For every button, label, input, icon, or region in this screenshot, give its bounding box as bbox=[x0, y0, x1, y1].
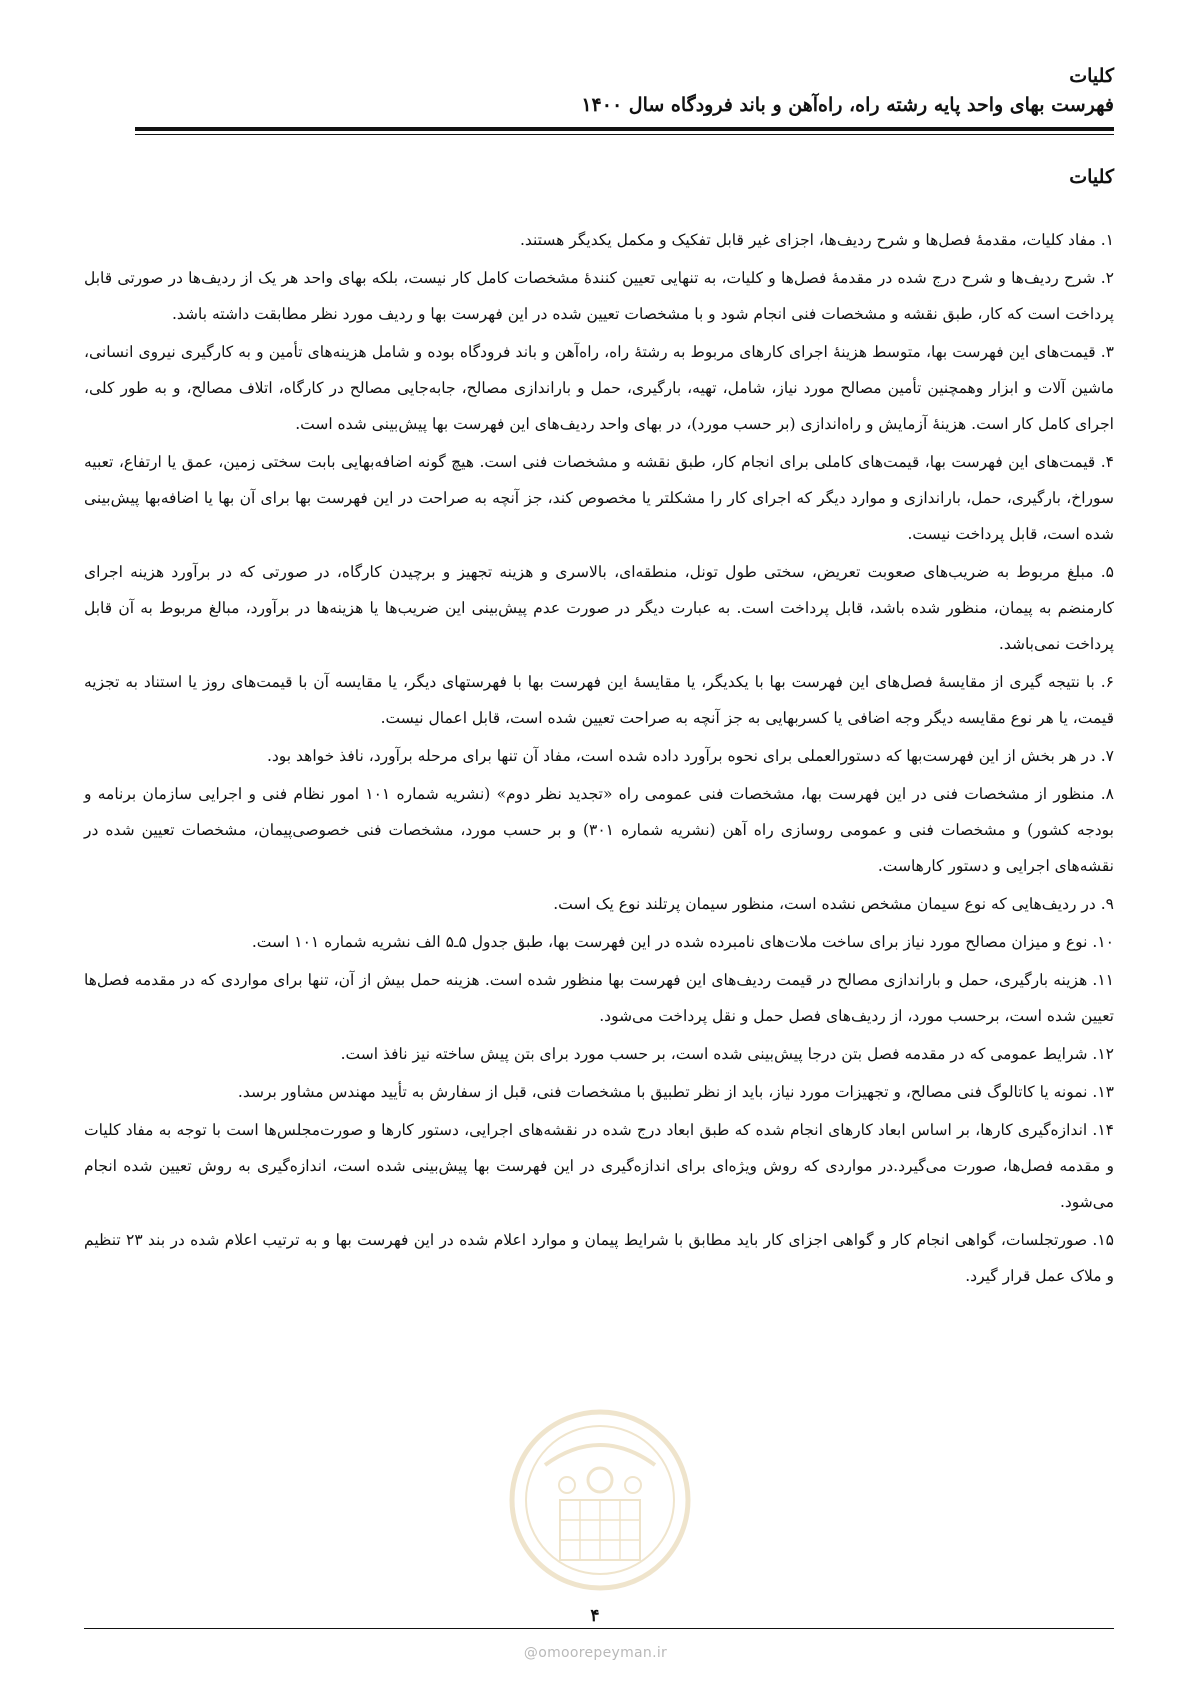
paragraph-8: ۸. منظور از مشخصات فنی در این فهرست بها، مشخصات فنی عمومی راه «تجدید نظر دوم» (نشریه شماره ۱۰۱ امور نظام فنی و اجرایی سازمان برنامه و بودجه کشور) و مشخصات فنی و عمومی روسازی راه آهن (نشریه شماره ۳۰۱) و بر حسب مورد، مشخصات فنی خصوصی‌پیمان، مشخصات تعیین شده در نقشه‌های اجرایی و دستور کارهاست. bbox=[84, 785, 1114, 875]
paragraph-2: ۲. شرح ردیف‌ها و شرح درج شده در مقدمهٔ فصل‌ها و کلیات، به تنهایی تعیین کنندهٔ مشخصات کامل کار نیست، بلکه بهای واحد هر یک از ردیف‌ها در صورتی قابل پرداخت است که کار، طبق نقشه و مشخصات فنی انجام شود و با مشخصات تعیین شده در این فهرست بها و ردیف مورد نظر مطابقت داشته باشد. bbox=[84, 269, 1114, 323]
paragraph-5: ۵. مبلغ مربوط به ضریب‌های صعوبت تعریض، سختی طول تونل، منطقه‌ای، بالاسری و هزینه تجهیز و برچیدن کارگاه، در صورتی که در برآورد هزینه اجرای کارمنضم به پیمان، منظور شده باشد، قابل پرداخت است. به عبارت دیگر در صورت عدم پیش‌بینی این ضریب‌ها یا هزینه‌ها در برآورد، مبالغ مربوط به آن قابل پرداخت نمی‌باشد. bbox=[84, 563, 1114, 653]
header-rule-thin bbox=[135, 134, 1114, 135]
paragraph-12: ۱۲. شرایط عمومی که در مقدمه فصل بتن درجا پیش‌بینی شده است، بر حسب مورد برای بتن پیش ساخته نیز نافذ است. bbox=[340, 1045, 1114, 1063]
paragraph-15: ۱۵. صورتجلسات، گواهی انجام کار و گواهی اجزای کار باید مطابق با شرایط پیمان و موارد اعلام شده در این فهرست بها و به ترتیب اعلام شده در بند ۲۳ تنظیم و ملاک عمل قرار گیرد. bbox=[84, 1231, 1114, 1285]
paragraph-6: ۶. با نتیجه گیری از مقایسهٔ فصل‌های این فهرست بها با یکدیگر، یا مقایسهٔ این فهرست بها با فهرستهای دیگر، یا مقایسه آن با قیمت‌های روز یا استناد به تجزیه قیمت، یا هر نوع مقایسه دیگر وجه اضافی یا کسربهایی به جز آنچه به صراحت تعیین شده است، قابل اعمال نیست. bbox=[84, 673, 1114, 727]
body-content bbox=[84, 222, 1114, 1296]
section-title: کلیات bbox=[1069, 166, 1114, 188]
header-rule-thick bbox=[135, 127, 1114, 131]
header-subtitle: فهرست بهای واحد پایه رشته راه، راه‌آهن و باند فرودگاه سال ۱۴۰۰ bbox=[581, 94, 1114, 116]
page-number: ۴ bbox=[580, 1606, 610, 1626]
paragraph-9: ۹. در ردیف‌هایی که نوع سیمان مشخص نشده است، منظور سیمان پرتلند نوع یک است. bbox=[553, 895, 1114, 913]
paragraph-1: ۱. مفاد کلیات، مقدمهٔ فصل‌ها و شرح ردیف‌ها، اجزای غیر قابل تفکیک و مکمل یکدیگر هستند. bbox=[519, 231, 1114, 249]
paragraph-14: ۱۴. اندازه‌گیری کارها، بر اساس ابعاد کارهای انجام شده که طبق ابعاد درج شده در نقشه‌های اجرایی، دستور کارها و صورت‌مجلس‌ها است با توجه به مفاد کلیات و مقدمه فصل‌ها، صورت می‌گیرد.در مواردی که روش ویژه‌ای برای اندازه‌گیری در این فهرست بها پیش‌بینی شده است، اندازه‌گیری به روش تعیین شده انجام می‌شود. bbox=[84, 1121, 1114, 1211]
footer-website: @omoorepeyman.ir bbox=[523, 1645, 668, 1661]
page-header bbox=[135, 62, 1114, 120]
paragraph-4: ۴. قیمت‌های این فهرست بها، قیمت‌های کاملی برای انجام کار، طبق نقشه و مشخصات فنی است. هیچ گونه اضافه‌بهایی بابت سختی زمین، عمق یا ارتفاع، تعبیه سوراخ، بارگیری، حمل، باراندازی و موارد دیگر که اجرای کار را مشکلتر یا مخصوص کند، جز آنچه به صراحت در این فهرست بها برای آن بها یا اضافه‌بها پیش‌بینی شده است، قابل پرداخت نیست. bbox=[84, 453, 1114, 543]
paragraph-11: ۱۱. هزینه بارگیری، حمل و باراندازی مصالح در قیمت ردیف‌های این فهرست بها منظور شده است. هزینه حمل بیش از آن، تنها برای مواردی که در مقدمه فصل‌ها تعیین شده است، برحسب مورد، از ردیف‌های فصل حمل و نقل پرداخت می‌شود. bbox=[84, 971, 1114, 1025]
footer-rule bbox=[84, 1628, 1114, 1629]
paragraph-13: ۱۳. نمونه یا کاتالوگ فنی مصالح، و تجهیزات مورد نیاز، باید از نظر تطبیق با مشخصات فنی، قبل از سفارش به تأیید مهندس مشاور برسد. bbox=[237, 1083, 1114, 1101]
watermark-seal-icon bbox=[505, 1405, 695, 1595]
paragraph-7: ۷. در هر بخش از این فهرست‌بها که دستورالعملی برای نحوه برآورد داده شده است، مفاد آن تنها برای مرحله برآورد، نافذ خواهد بود. bbox=[266, 747, 1114, 765]
paragraph-10: ۱۰. نوع و میزان مصالح مورد نیاز برای ساخت ملات‌های نامبرده شده در این فهرست بها، طبق جدول ۵ـ۵ الف نشریه شماره ۱۰۱ است. bbox=[251, 933, 1114, 951]
paragraph-3: ۳. قیمت‌های این فهرست بها، متوسط هزینهٔ اجرای کارهای مربوط به رشتهٔ راه، راه‌آهن و باند فرودگاه بوده و شامل هزینه‌های تأمین و به کارگیری نیروی انسانی، ماشین آلات و ابزار وهمچنین تأمین مصالح مورد نیاز، شامل، تهیه، بارگیری، حمل و باراندازی مصالح، جابه‌جایی مصالح در کارگاه، اتلاف مصالح، و به طور کلی، اجرای کامل کار است. هزینهٔ آزمایش و راه‌اندازی (بر حسب مورد)، در بهای واحد ردیف‌های این فهرست بها پیش‌بینی شده است. bbox=[84, 343, 1114, 433]
header-title: کلیات bbox=[1069, 65, 1114, 87]
